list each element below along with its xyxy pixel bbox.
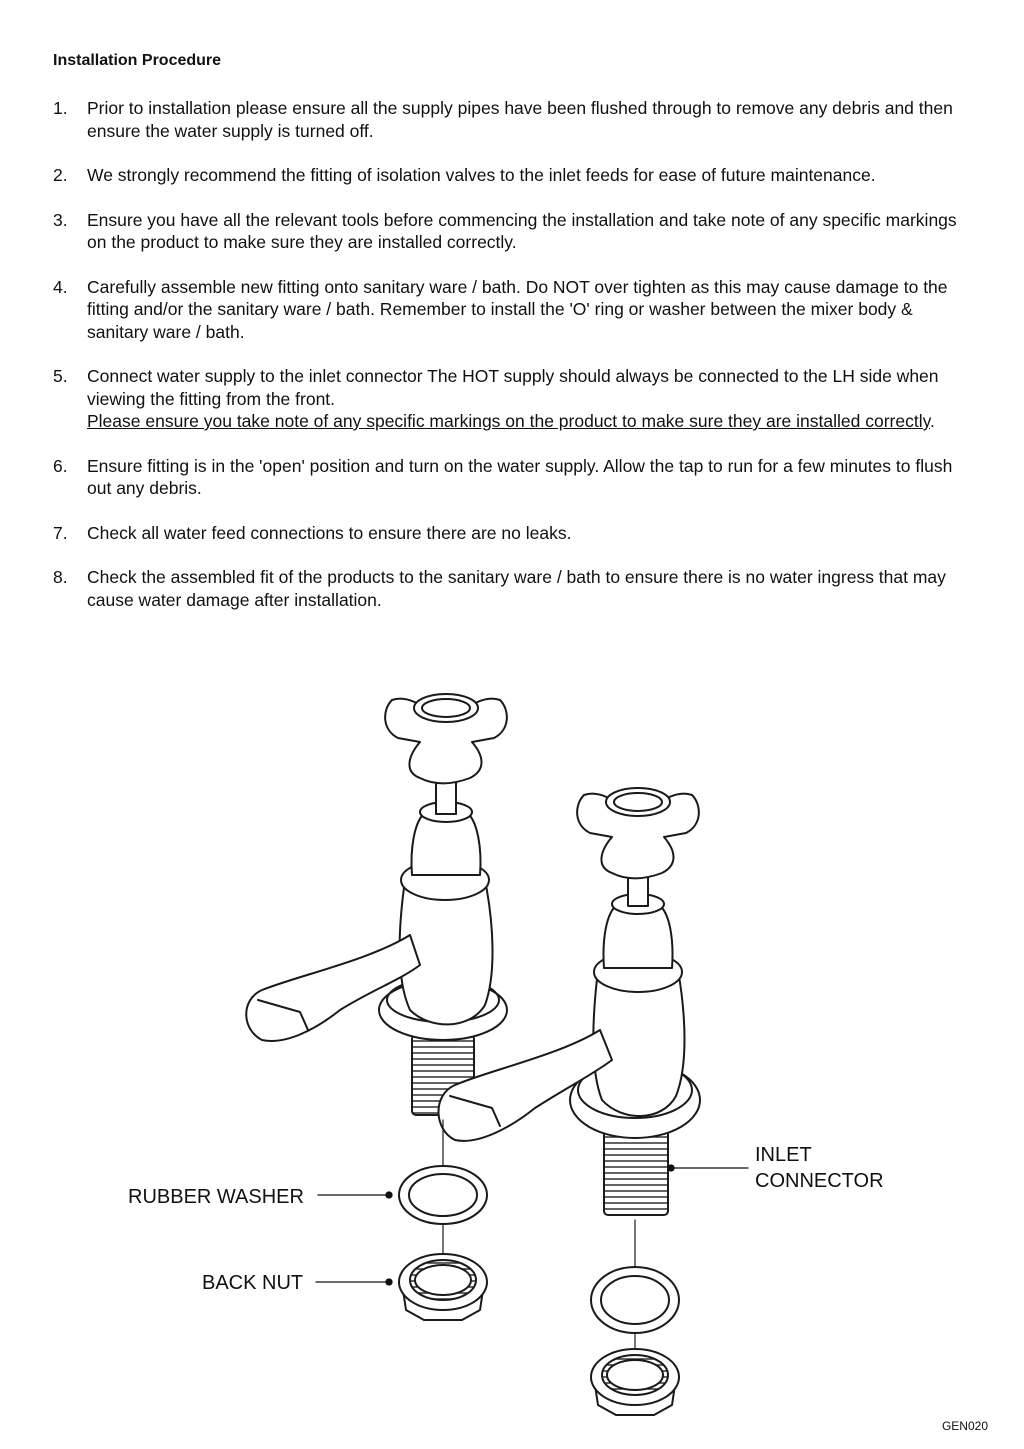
- inlet-label-line1: INLET: [755, 1144, 812, 1166]
- tap-diagram: [0, 680, 1024, 1420]
- step-text: We strongly recommend the fitting of isolation valves to the inlet feeds for ease of future maintenance.: [87, 165, 876, 185]
- step-6: [53, 455, 963, 500]
- step-number: 3.: [53, 209, 68, 230]
- back-nut-label: BACK NUT: [202, 1272, 304, 1294]
- step-5: [53, 365, 963, 433]
- step-text: Ensure fitting is in the 'open' position and turn on the water supply. Allow the tap to run for a few minutes to flush out any debris.: [87, 455, 953, 498]
- step-note-tail: .: [930, 411, 935, 431]
- step-1: [53, 97, 963, 142]
- page-title: Installation Procedure: [53, 52, 222, 69]
- rubber-washer-label: RUBBER WASHER: [128, 1186, 304, 1208]
- step-4: [53, 276, 963, 344]
- step-2: [53, 164, 963, 187]
- step-number: 5.: [53, 366, 68, 386]
- step-text: Ensure you have all the relevant tools before commencing the installation and take note of any specific markings on the product to make sure they are installed correctly.: [87, 209, 957, 252]
- left-tap: [246, 694, 507, 1115]
- step-7: [53, 522, 963, 545]
- step-3: [53, 209, 963, 254]
- step-text: Check all water feed connections to ensure there are no leaks.: [87, 522, 572, 543]
- left-back-nut: [399, 1254, 487, 1320]
- step-number: 6.: [53, 455, 68, 476]
- step-number: 8.: [53, 567, 68, 587]
- step-number: 4.: [53, 276, 68, 297]
- step-number: 7.: [53, 522, 68, 543]
- step-number: 2.: [53, 165, 68, 185]
- step-note-underlined: Please ensure you take note of any specific markings on the product to make sure they are installed correctly: [87, 411, 931, 431]
- step-text: Check the assembled fit of the products to the sanitary ware / bath to ensure there is no water ingress that may cause water damage after installation.: [87, 567, 946, 610]
- inlet-connector-label: [755, 1142, 884, 1194]
- inlet-label-line2: CONNECTOR: [755, 1170, 884, 1192]
- right-back-nut: [591, 1349, 679, 1415]
- step-text: Connect water supply to the inlet connector The HOT supply should always be connected to the LH side when viewing the fitting from the front.: [87, 366, 939, 409]
- step-number: 1.: [53, 98, 68, 118]
- step-8: [53, 566, 963, 611]
- document-code: GEN020: [941, 1419, 988, 1433]
- installation-steps: [53, 97, 963, 633]
- step-text: Carefully assemble new fitting onto sanitary ware / bath. Do NOT over tighten as this may cause damage to the fitting and/or the sanitary ware / bath. Remember to install the 'O' ring or washer between the mixer body & sanitary ware / bath.: [87, 276, 948, 342]
- step-text: Prior to installation please ensure all the supply pipes have been flushed through to remove any debris and then ensure the water supply is turned off.: [87, 98, 953, 141]
